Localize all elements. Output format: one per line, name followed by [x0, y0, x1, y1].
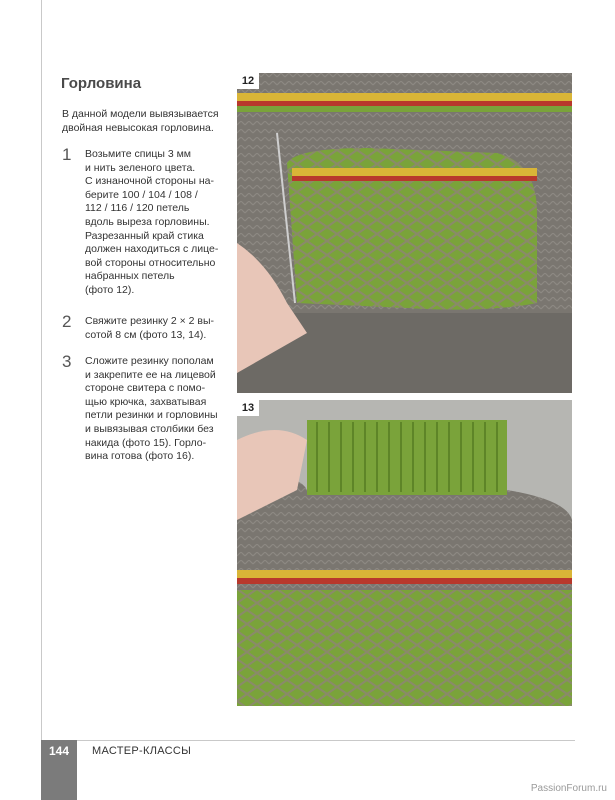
section-name: МАСТЕР-КЛАССЫ — [92, 745, 192, 757]
step-number: 3 — [62, 352, 72, 371]
photo-label: 12 — [237, 73, 259, 89]
left-margin-rule — [41, 0, 42, 740]
knitting-photo-icon — [237, 400, 572, 706]
section-heading: Горловина — [61, 75, 142, 92]
step-number: 2 — [62, 312, 72, 331]
step-text: Сложите резинку пополам и закрепите ее на лицевой стороне свитера с помо- щью крючка, захватывая петли резинки и горловины и вывязывая столбики без накида (фото 15). Горло- вина готова (фото 16). — [85, 355, 218, 463]
footer-rule — [41, 740, 575, 741]
watermark: PassionForum.ru — [530, 783, 607, 794]
intro-paragraph: В данной модели вывязывается двойная невысокая горловина. — [62, 108, 219, 134]
photo-label: 13 — [237, 400, 259, 416]
page-number: 144 — [48, 744, 70, 758]
photo-12 — [237, 73, 572, 393]
step-number: 1 — [62, 145, 72, 164]
step-text: Возьмите спицы 3 мм и нить зеленого цвета. С изнаночной стороны на- берите 100 / 104 / 108 / 112 / 116 / 120 петель вдоль выреза горловины. Разрезанный край стика должен находиться с лице- вой стороны относительно набранных петель (фото 12). — [85, 148, 219, 296]
knitting-photo-icon — [237, 73, 572, 393]
photo-13 — [237, 400, 572, 706]
step-text: Свяжите резинку 2 × 2 вы- сотой 8 см (фото 13, 14). — [85, 315, 215, 341]
